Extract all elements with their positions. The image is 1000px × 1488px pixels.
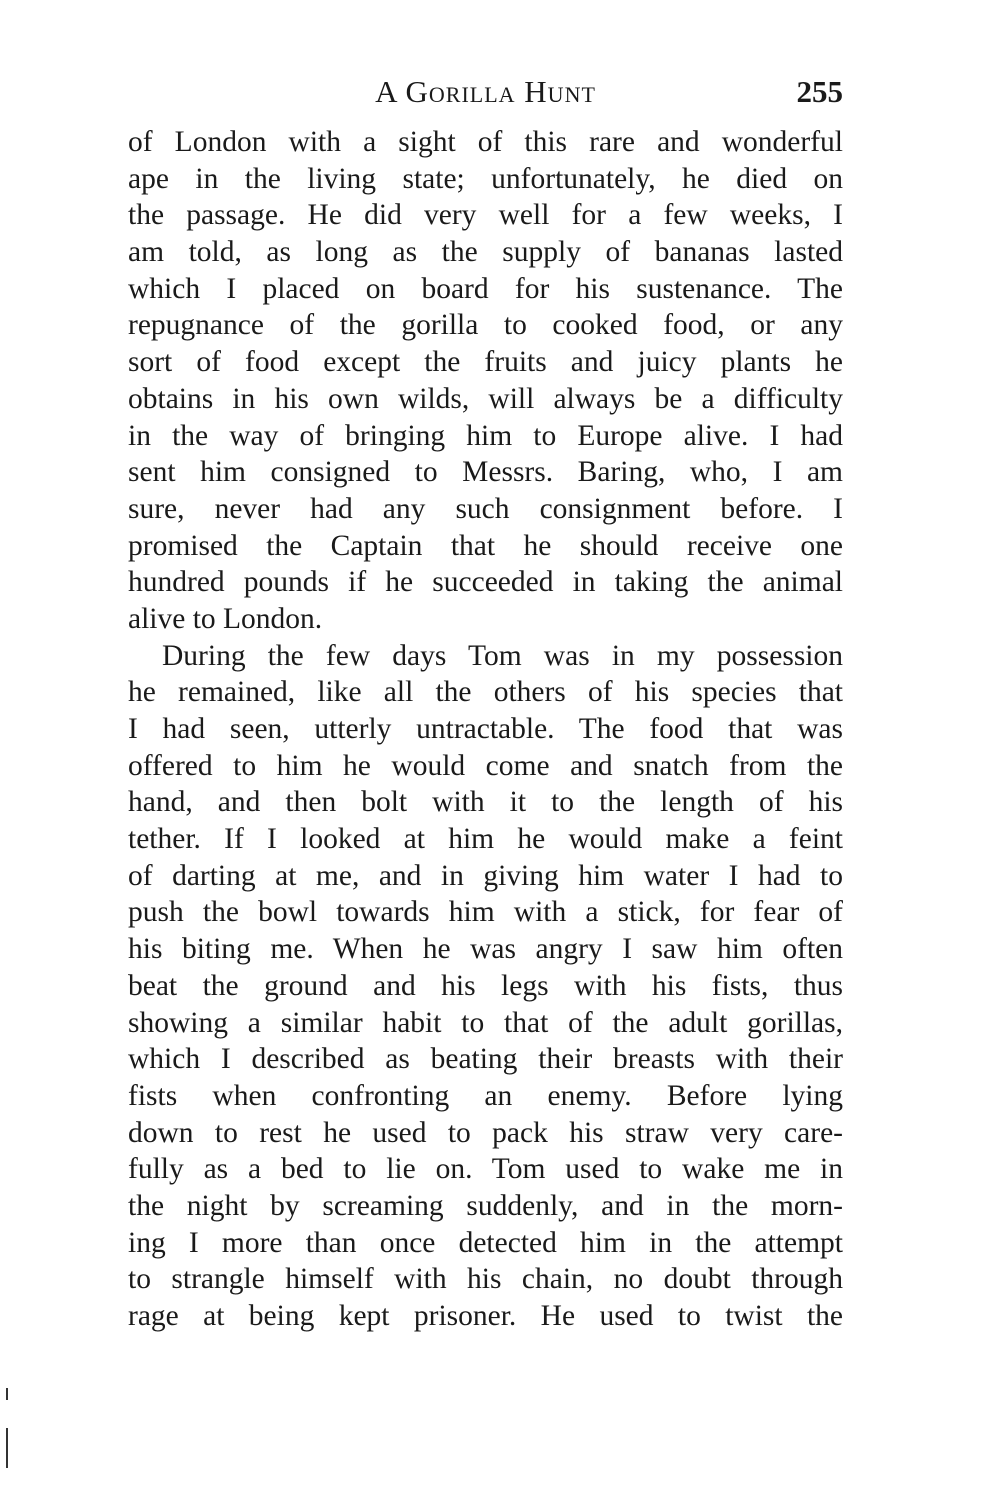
text-line: to strangle himself with his chain, no doubt through	[128, 1263, 843, 1296]
text-line: the night by screaming suddenly, and in the morn-	[128, 1189, 843, 1222]
text-line: in the way of bringing him to Europe alive. I had	[128, 419, 843, 452]
page-number: 255	[796, 74, 843, 109]
text-line: am told, as long as the supply of bananas lasted	[128, 236, 843, 269]
text-line: offered to him he would come and snatch from the	[128, 749, 843, 782]
text-line: of darting at me, and in giving him water I had to	[128, 859, 843, 892]
text-line: I had seen, utterly untractable. The food that was	[128, 713, 843, 745]
page-header	[128, 74, 843, 118]
text-line: sent him consigned to Messrs. Baring, who, I am	[128, 456, 843, 489]
text-line: hundred pounds if he succeeded in taking the animal	[128, 566, 843, 599]
text-line: down to rest he used to pack his straw very care-	[128, 1116, 843, 1149]
text-line: fully as a bed to lie on. Tom used to wake me in	[128, 1153, 843, 1186]
body-text	[128, 124, 843, 1335]
text-line: he remained, like all the others of his species that	[128, 676, 843, 709]
text-line: beat the ground and his legs with his fists, thus	[128, 969, 843, 1002]
text-line: sort of food except the fruits and juicy plants he	[128, 346, 843, 379]
text-line: push the bowl towards him with a stick, for fear of	[128, 896, 843, 929]
text-line: the passage. He did very well for a few weeks, I	[128, 199, 843, 232]
text-line: of London with a sight of this rare and wonderful	[128, 126, 843, 158]
text-line: showing a similar habit to that of the adult gorillas,	[128, 1006, 843, 1039]
text-line: rage at being kept prisoner. He used to twist the	[128, 1300, 843, 1332]
paragraph-2	[128, 638, 843, 1335]
text-line: repugnance of the gorilla to cooked food, or any	[128, 309, 843, 342]
text-line: ape in the living state; unfortunately, he died on	[128, 162, 843, 195]
text-line: which I described as beating their breasts with their	[128, 1043, 843, 1076]
text-line: During the few days Tom was in my possession	[162, 639, 843, 672]
text-line: fists when confronting an enemy. Before lying	[128, 1079, 843, 1112]
text-line: alive to London.	[128, 602, 323, 635]
paragraph-1	[128, 124, 843, 638]
text-line: ing I more than once detected him in the attempt	[128, 1226, 843, 1259]
text-line: tether. If I looked at him he would make a feint	[128, 823, 843, 856]
running-title: A Gorilla Hunt	[375, 74, 596, 109]
text-line: obtains in his own wilds, will always be a difficulty	[128, 382, 843, 415]
text-line: his biting me. When he was angry I saw him often	[128, 933, 843, 966]
text-line: promised the Captain that he should receive one	[128, 529, 843, 562]
scan-edge-mark	[6, 1388, 8, 1400]
text-line: hand, and then bolt with it to the length of his	[128, 786, 843, 819]
scan-edge-mark	[6, 1428, 8, 1468]
text-line: which I placed on board for his sustenance. The	[128, 272, 843, 305]
text-line: sure, never had any such consignment before. I	[128, 492, 843, 525]
